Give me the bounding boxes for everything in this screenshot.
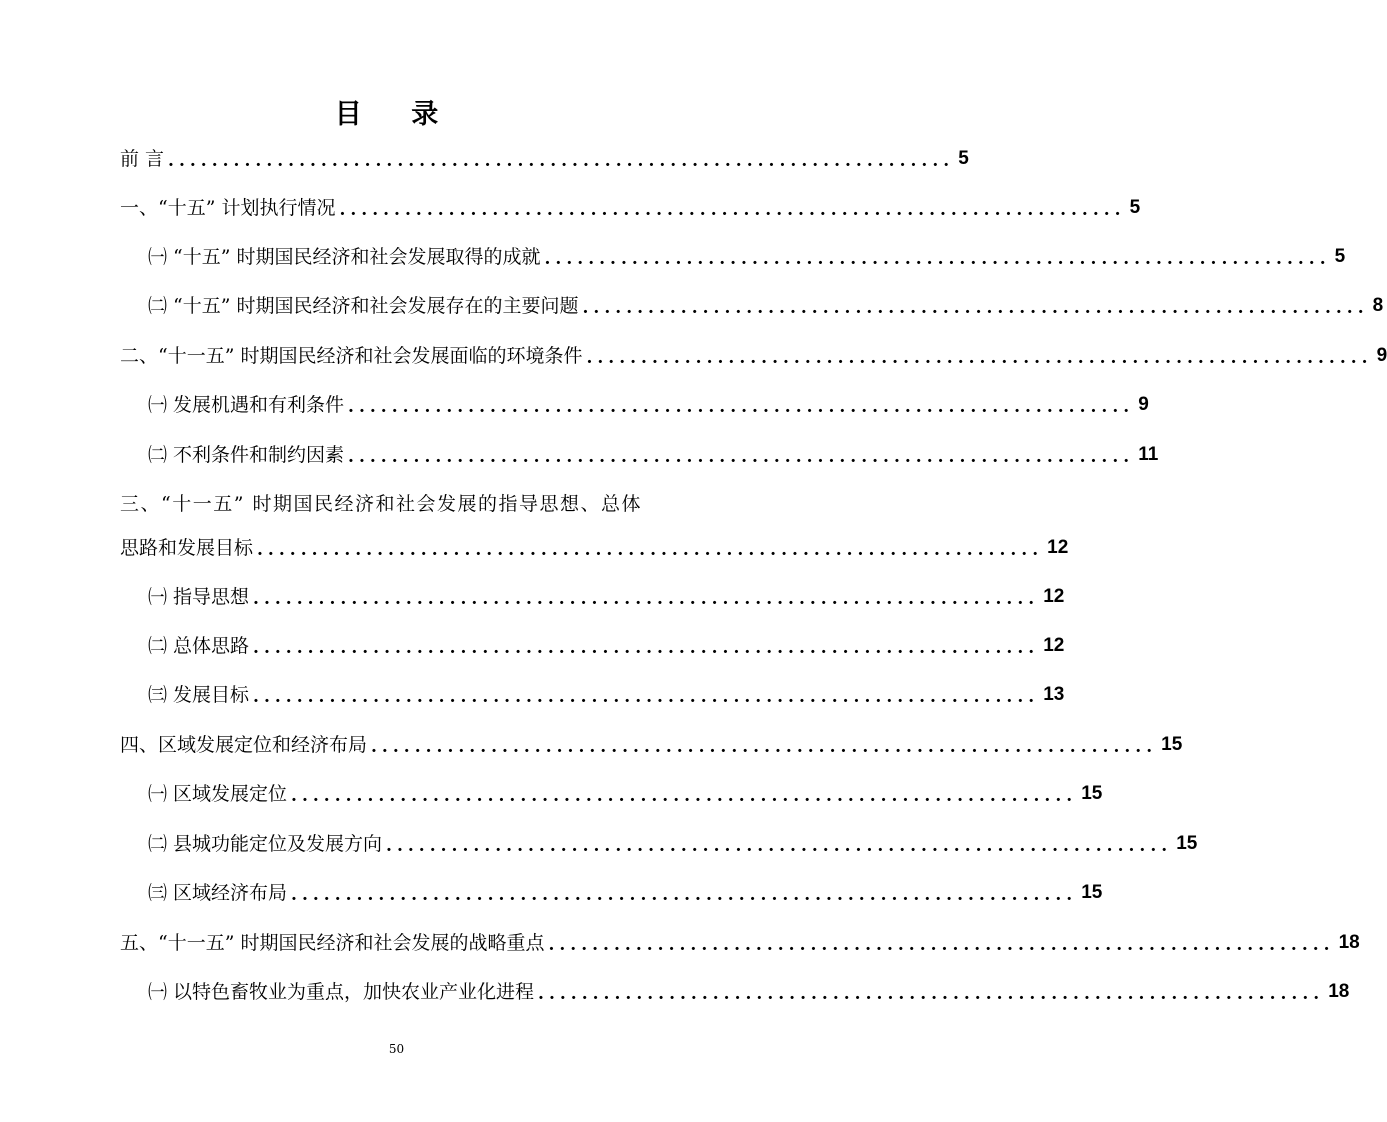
- toc-entry-section-2[interactable]: [120, 341, 1387, 371]
- toc-entry-page: 15: [1081, 783, 1103, 804]
- toc-entry-label: ㈡ “十五” 时期国民经济和社会发展存在的主要问题: [148, 295, 579, 317]
- dot-leader: ........................................................................: [257, 540, 1044, 560]
- toc-entry-section-5[interactable]: [120, 928, 1360, 958]
- toc-entry-page: 5: [958, 148, 969, 169]
- dot-leader: ........................................................................: [339, 200, 1126, 220]
- dot-leader: ........................................................................: [544, 249, 1331, 269]
- dot-leader: ........................................................................: [291, 885, 1078, 905]
- toc-entry-label: 一、“十五” 计划执行情况: [120, 197, 336, 219]
- toc-entry-label: 四、区域发展定位和经济布局: [120, 734, 368, 756]
- toc-entry-page: 12: [1043, 586, 1065, 607]
- dot-leader: ........................................................................: [538, 984, 1325, 1004]
- toc-entry-page: 5: [1129, 197, 1141, 218]
- toc-entry-label: 五、“十一五” 时期国民经济和社会发展的战略重点: [120, 932, 545, 954]
- toc-entry-page: 15: [1081, 882, 1103, 903]
- toc-entry-label: ㈡ 不利条件和制约因素: [148, 444, 345, 466]
- dot-leader: ........................................................................: [586, 348, 1373, 368]
- toc-entry-label: ㈠ 发展机遇和有利条件: [148, 394, 345, 416]
- toc-entry-section-2-1[interactable]: [148, 390, 1149, 420]
- dot-leader: ........................................................................: [348, 397, 1135, 417]
- toc-entry-section-4-3[interactable]: [148, 878, 1103, 908]
- dot-leader: ........................................................................: [291, 786, 1078, 806]
- toc-entry-section-3-2[interactable]: [148, 631, 1065, 661]
- toc-entry-label: 二、“十一五” 时期国民经济和社会发展面临的环境条件: [120, 345, 583, 367]
- toc-entry-section-3-1[interactable]: [148, 582, 1065, 612]
- toc-entry-page: 9: [1138, 394, 1149, 415]
- toc-entry-section-1-2[interactable]: [148, 291, 1384, 321]
- toc-entry-label: ㈢ 发展目标: [148, 684, 250, 706]
- toc-entry-page: 15: [1161, 734, 1183, 755]
- toc-entry-page: 11: [1138, 444, 1159, 465]
- toc-entry-page: 18: [1328, 981, 1350, 1002]
- toc-entry-section-3-line1[interactable]: 三、“十一五” 时期国民经济和社会发展的指导思想、总体: [120, 493, 642, 515]
- toc-entry-label: 前 言: [120, 148, 165, 170]
- toc-entry-label: ㈠ 指导思想: [148, 586, 250, 608]
- toc-entry-section-1-1[interactable]: [148, 242, 1346, 272]
- toc-entry-label: ㈠ 区域发展定位: [148, 783, 288, 805]
- dot-leader: ........................................................................: [253, 589, 1040, 609]
- dot-leader: ........................................................................: [348, 447, 1135, 467]
- toc-entry-page: 18: [1338, 932, 1360, 953]
- toc-entry-section-5-1[interactable]: [148, 977, 1350, 1007]
- toc-entry-section-4[interactable]: [120, 730, 1183, 760]
- dot-leader: ........................................................................: [253, 638, 1040, 658]
- toc-entry-page: 9: [1376, 345, 1387, 366]
- page-number: 50: [388, 1042, 405, 1056]
- toc-entry-label: ㈡ 总体思路: [148, 635, 250, 657]
- dot-leader: ........................................................................: [371, 737, 1158, 757]
- toc-entry-label: ㈠ “十五” 时期国民经济和社会发展取得的成就: [148, 246, 541, 268]
- toc-entry-section-1[interactable]: [120, 193, 1141, 223]
- toc-entry-page: 15: [1176, 833, 1198, 854]
- toc-entry-section-4-1[interactable]: [148, 779, 1103, 809]
- toc-entry-page: 5: [1334, 246, 1346, 267]
- dot-leader: ........................................................................: [386, 836, 1173, 856]
- dot-leader: ........................................................................: [582, 298, 1369, 318]
- toc-entry-label: 思路和发展目标: [120, 537, 254, 559]
- toc-entry-page: 13: [1043, 684, 1065, 705]
- toc-entry-label: ㈡ 县城功能定位及发展方向: [148, 833, 383, 855]
- toc-entry-label: ㈠ 以特色畜牧业为重点，加快农业产业化进程: [148, 981, 535, 1003]
- toc-entry-section-2-2[interactable]: [148, 440, 1159, 470]
- dot-leader: ........................................................................: [548, 935, 1335, 955]
- toc-entry-section-3-3[interactable]: [148, 680, 1065, 710]
- toc-entry-page: 12: [1047, 537, 1069, 558]
- dot-leader: ........................................................................: [168, 151, 955, 171]
- toc-entry-section-3[interactable]: [120, 533, 1069, 563]
- toc-entry-section-4-2[interactable]: [148, 829, 1198, 859]
- toc-entry-label: ㈢ 区域经济布局: [148, 882, 288, 904]
- toc-entry-page: 8: [1372, 295, 1384, 316]
- toc-entry-preface[interactable]: [120, 144, 969, 174]
- toc-entry-page: 12: [1043, 635, 1065, 656]
- dot-leader: ........................................................................: [253, 687, 1040, 707]
- page-title: 目 录: [334, 99, 459, 130]
